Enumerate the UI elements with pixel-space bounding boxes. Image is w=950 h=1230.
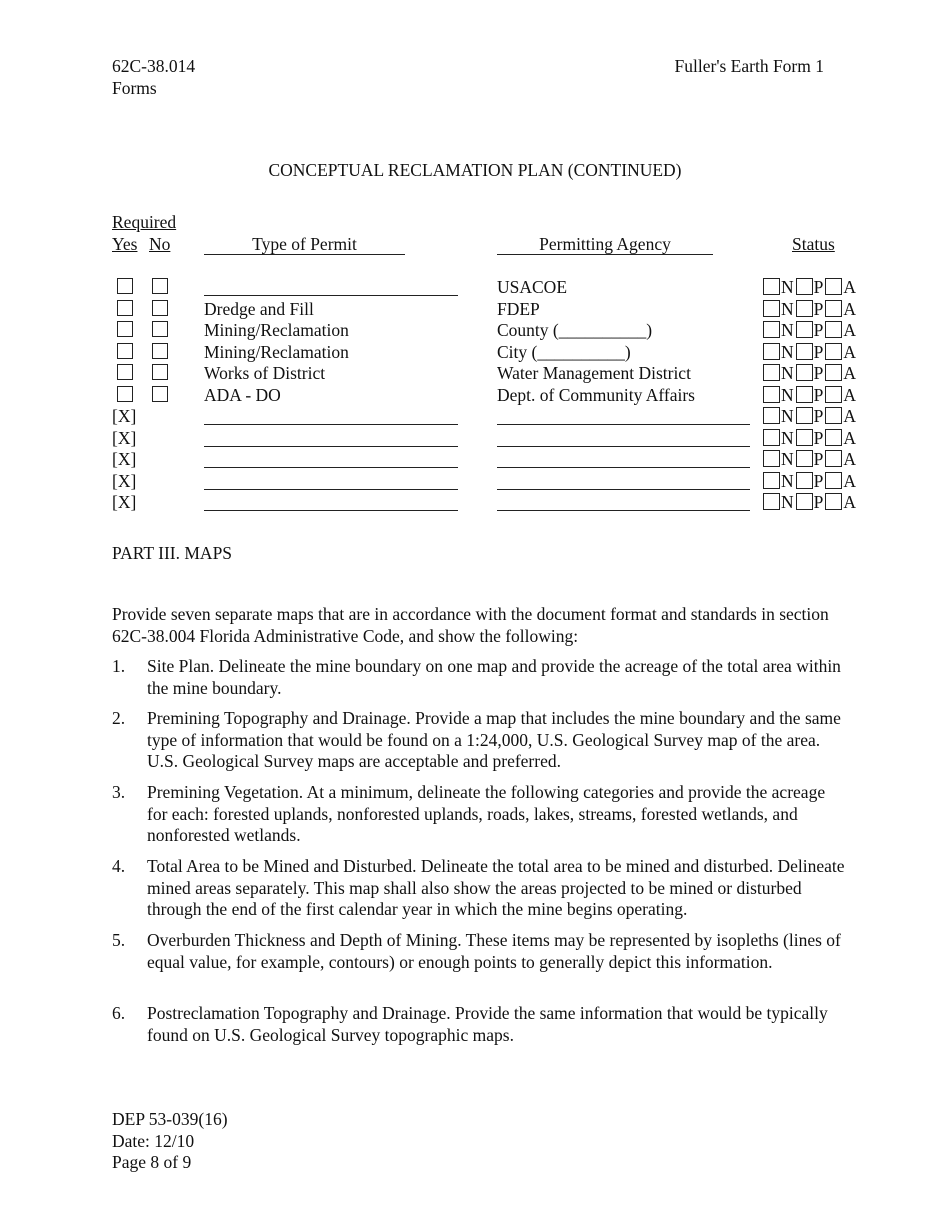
status-checkbox[interactable] [825,321,842,338]
status-checkbox[interactable] [796,429,813,446]
status-letter: A [843,363,857,383]
no-checkbox[interactable] [152,300,168,316]
status-letter: P [813,363,824,383]
status-letter: N [781,428,794,448]
permit-type: Works of District [204,363,326,383]
map-item-number: 6. [112,1003,126,1023]
status-group [763,363,858,383]
status-checkbox[interactable] [796,450,813,467]
status-checkbox[interactable] [825,278,842,295]
yes-checkbox[interactable] [117,364,133,380]
map-item-text: Overburden Thickness and Depth of Mining. These items may be represented by isopleths (lines of equal value, for example, contours) or enough points to generally depict this information. [147,930,841,972]
status-checkbox[interactable] [825,450,842,467]
yes-checkbox[interactable] [117,321,133,337]
status-letter: A [843,342,857,362]
form-id: DEP 53-039(16) [112,1109,228,1129]
yes-label: Yes [112,234,138,254]
status-checkbox[interactable] [796,278,813,295]
status-letter: A [843,320,857,340]
permitting-agency: USACOE [497,277,568,297]
form-name: Fuller's Earth Form 1 [674,56,824,76]
status-checkbox[interactable] [763,450,780,467]
permitting-agency: City (__________) [497,342,631,362]
status-group [763,299,858,319]
status-letter: P [813,299,824,319]
status-letter: P [813,492,824,512]
yes-checkbox[interactable] [117,343,133,359]
agency-blank-line[interactable] [497,424,750,425]
required-x-mark: [X] [112,471,137,491]
status-group [763,342,858,362]
status-letter: P [813,342,824,362]
status-checkbox[interactable] [796,300,813,317]
permit-type: ADA - DO [204,385,281,405]
status-checkbox[interactable] [825,386,842,403]
status-letter: N [781,320,794,340]
status-letter: P [813,471,824,491]
permitting-agency-header: Permitting Agency [497,234,713,255]
status-checkbox[interactable] [825,429,842,446]
permit-type-blank-line[interactable] [204,467,458,468]
no-checkbox[interactable] [152,343,168,359]
page-title: CONCEPTUAL RECLAMATION PLAN (CONTINUED) [268,160,682,180]
status-checkbox[interactable] [763,386,780,403]
map-item-number: 4. [112,856,126,876]
status-checkbox[interactable] [825,407,842,424]
yes-checkbox[interactable] [117,278,133,294]
yes-checkbox[interactable] [117,386,133,402]
status-letter: A [843,492,857,512]
required-x-mark: [X] [112,492,137,512]
status-checkbox[interactable] [796,321,813,338]
map-item-text: Premining Topography and Drainage. Provide a map that includes the mine boundary and the same type of information that would be found on a 1:24,000, U.S. Geological Survey map of the area. U.S. Geological Survey maps are acceptable and preferred. [147,708,841,771]
map-item-number: 5. [112,930,126,950]
agency-blank-line[interactable] [497,510,750,511]
status-letter: N [781,363,794,383]
status-letter: A [843,406,857,426]
status-group [763,428,858,448]
permitting-agency: Water Management District [497,363,691,383]
status-group [763,471,858,491]
status-letter: N [781,342,794,362]
status-letter: P [813,320,824,340]
status-checkbox[interactable] [796,472,813,489]
status-letter: N [781,471,794,491]
status-checkbox[interactable] [825,364,842,381]
map-item-number: 1. [112,656,126,676]
map-item-number: 2. [112,708,126,728]
status-letter: P [813,428,824,448]
permitting-agency: Dept. of Community Affairs [497,385,695,405]
status-checkbox[interactable] [763,343,780,360]
status-group [763,385,858,405]
status-checkbox[interactable] [763,493,780,510]
status-letter: A [843,277,857,297]
status-letter: P [813,449,824,469]
status-checkbox[interactable] [825,300,842,317]
status-letter: N [781,277,794,297]
status-checkbox[interactable] [796,407,813,424]
status-letter: P [813,385,824,405]
no-label: No [149,234,171,254]
status-letter: A [843,471,857,491]
status-letter: A [843,428,857,448]
status-checkbox[interactable] [796,493,813,510]
status-letter: P [813,277,824,297]
permit-type-blank-line[interactable] [204,489,458,490]
no-checkbox[interactable] [152,321,168,337]
permit-type-blank-line[interactable] [204,446,458,447]
map-item-number: 3. [112,782,126,802]
status-letter: N [781,299,794,319]
part3-intro: Provide seven separate maps that are in accordance with the document format and standards in section 62C-38.004 Florida Administrative Code, and show the following: [112,604,829,646]
status-checkbox[interactable] [763,321,780,338]
required-x-mark: [X] [112,449,137,469]
permitting-agency: FDEP [497,299,540,319]
map-item-text: Premining Vegetation. At a minimum, delineate the following categories and provide the acreage for each: forested uplands, nonforested uplands, roads, lakes, streams, forested wetlands, and nonforested wetlands. [147,782,826,845]
status-checkbox[interactable] [763,364,780,381]
status-checkbox[interactable] [796,386,813,403]
map-item-text: Postreclamation Topography and Drainage. Provide the same information that would be typically found on U.S. Geological Survey topographic maps. [147,1003,828,1045]
status-group [763,449,858,469]
status-checkbox[interactable] [763,472,780,489]
no-checkbox[interactable] [152,278,168,294]
status-checkbox[interactable] [763,300,780,317]
required-x-mark: [X] [112,406,137,426]
status-letter: A [843,385,857,405]
rule-label: Forms [112,78,157,98]
required-label: Required [112,212,177,232]
agency-blank-line[interactable] [497,489,750,490]
status-checkbox[interactable] [825,343,842,360]
status-letter: P [813,406,824,426]
agency-blank-line[interactable] [497,446,750,447]
agency-blank-line[interactable] [497,467,750,468]
permit-type: Mining/Reclamation [204,320,349,340]
page-number: Page 8 of 9 [112,1152,192,1172]
part3-heading: PART III. MAPS [112,543,233,563]
permit-type: Dredge and Fill [204,299,314,319]
no-checkbox[interactable] [152,386,168,402]
status-checkbox[interactable] [825,472,842,489]
status-group [763,277,858,297]
status-checkbox[interactable] [796,364,813,381]
status-letter: A [843,449,857,469]
status-group [763,320,858,340]
type-of-permit-header: Type of Permit [204,234,405,255]
status-letter: N [781,492,794,512]
permit-type: Mining/Reclamation [204,342,349,362]
required-x-mark: [X] [112,428,137,448]
no-checkbox[interactable] [152,364,168,380]
map-item-text: Site Plan. Delineate the mine boundary on one map and provide the acreage of the total area within the mine boundary. [147,656,841,698]
status-checkbox[interactable] [763,278,780,295]
permit-type-blank-line[interactable] [204,424,458,425]
rule-number: 62C-38.014 [112,56,196,76]
permitting-agency: County (__________) [497,320,653,340]
status-checkbox[interactable] [763,407,780,424]
permit-type-blank-line[interactable] [204,510,458,511]
status-header: Status [792,234,835,254]
status-letter: A [843,299,857,319]
status-group [763,406,858,426]
status-checkbox[interactable] [763,429,780,446]
yes-checkbox[interactable] [117,300,133,316]
status-checkbox[interactable] [796,343,813,360]
status-checkbox[interactable] [825,493,842,510]
status-group [763,492,858,512]
form-date: Date: 12/10 [112,1131,195,1151]
status-letter: N [781,406,794,426]
status-letter: N [781,385,794,405]
map-item-text: Total Area to be Mined and Disturbed. Delineate the total area to be mined and disturbed. Delineate mined areas separately. This map shall also show the areas projected to be mined or disturbed through the end of the first calendar year in which the mine begins operating. [147,856,845,919]
status-letter: N [781,449,794,469]
permit-type-blank-line[interactable] [204,295,458,296]
